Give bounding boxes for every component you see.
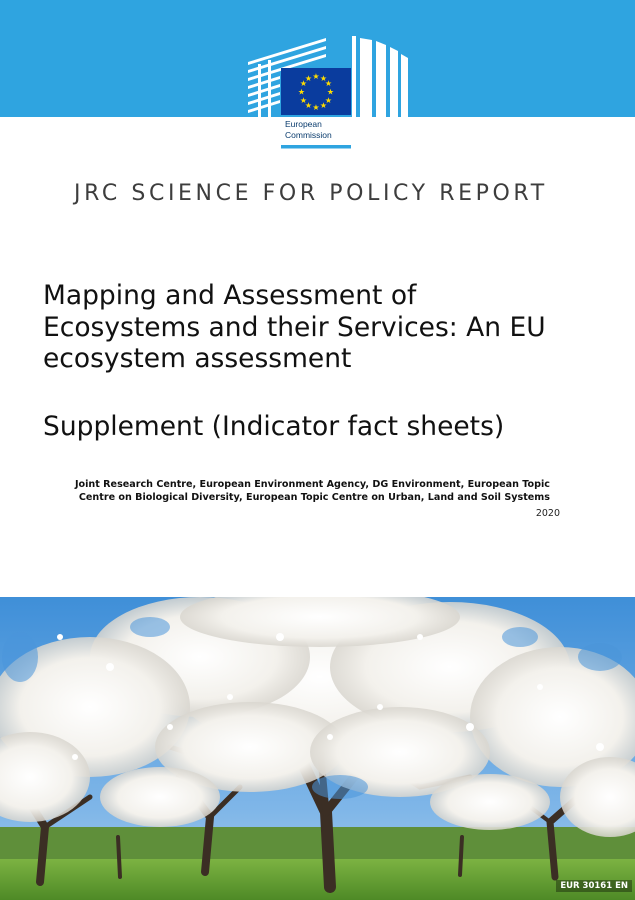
svg-text:★: ★	[312, 72, 320, 81]
report-subtitle: Supplement (Indicator fact sheets)	[43, 411, 505, 442]
report-authors	[60, 478, 550, 504]
title-line: Ecosystems and their Services: An EU	[43, 311, 546, 343]
authors-line: Centre on Biological Diversity, European Topic Centre on Urban, Land and Soil Systems	[78, 492, 550, 503]
report-title	[43, 280, 603, 375]
svg-text:★: ★	[312, 103, 320, 112]
publication-year: 2020	[535, 508, 560, 519]
european-commission-logo	[0, 0, 635, 152]
svg-text:★: ★	[299, 96, 308, 105]
svg-text:★: ★	[297, 87, 306, 97]
cover-photo-blossoming-trees	[0, 597, 635, 900]
report-number: EUR 30161 EN	[556, 880, 632, 892]
svg-text:★: ★	[299, 79, 308, 88]
svg-text:★: ★	[304, 101, 313, 110]
report-series-heading: JRC SCIENCE FOR POLICY REPORT	[74, 181, 548, 206]
title-line: Mapping and Assessment of	[43, 280, 417, 311]
svg-text:★: ★	[324, 79, 333, 88]
svg-text:★: ★	[319, 74, 328, 83]
authors-line: Joint Research Centre, European Environment Agency, DG Environment, European Topic	[74, 479, 550, 490]
svg-text:★: ★	[326, 87, 335, 97]
svg-text:★: ★	[324, 96, 333, 105]
logo-text-european: European	[285, 119, 322, 129]
logo-text-commission: Commission	[285, 130, 332, 140]
svg-text:★: ★	[304, 74, 313, 83]
title-line: ecosystem assessment	[43, 343, 352, 374]
svg-text:★: ★	[319, 101, 328, 110]
